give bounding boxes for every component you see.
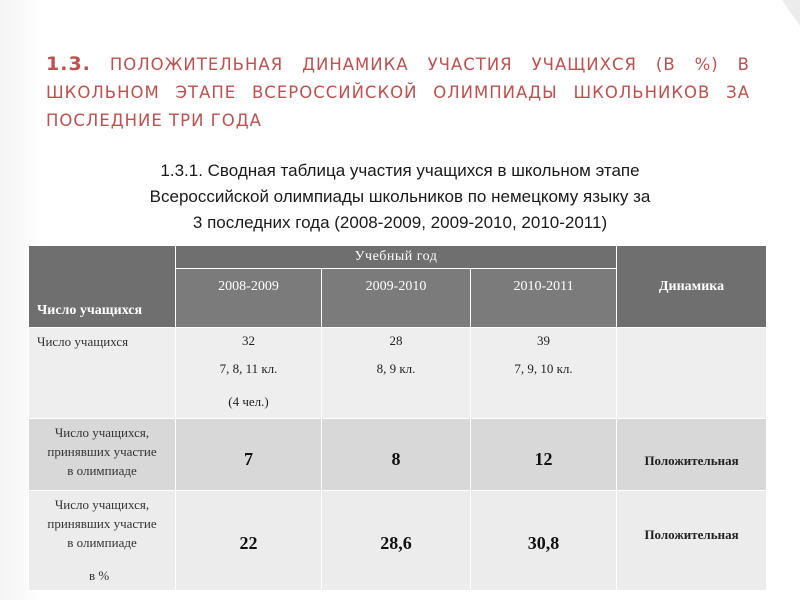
row-label xyxy=(29,491,176,591)
table-row xyxy=(29,491,767,591)
caption-line-1: 1.3.1. Сводная таблица участия учащихся в школьном этапе xyxy=(160,161,640,180)
cell-2008-2009 xyxy=(176,328,322,419)
table-row xyxy=(29,419,767,491)
count-value: 39 xyxy=(537,333,551,348)
table-caption xyxy=(40,158,760,236)
cell-2009-2010: 8 xyxy=(322,419,471,491)
header-year-2008: 2008-2009 xyxy=(176,269,322,328)
row-label: Число учащихся xyxy=(29,328,176,419)
cell-2010-2011: 30,8 xyxy=(471,491,617,591)
cell-2010-2011 xyxy=(471,328,617,419)
title-number: 1.3. xyxy=(46,53,91,75)
header-dynamics: Динамика xyxy=(617,246,767,328)
cell-2010-2011: 12 xyxy=(471,419,617,491)
caption-line-2: Всероссийской олимпиады школьников по немецкому языку за xyxy=(149,187,651,206)
grades-value: 8, 9 кл. xyxy=(376,361,416,376)
label-line: в олимпиаде xyxy=(67,535,137,550)
label-line: принявших участие xyxy=(47,444,157,459)
slide-title xyxy=(46,50,750,135)
label-percent: в % xyxy=(89,568,110,583)
participation-table xyxy=(28,245,767,591)
cell-dynamics xyxy=(617,328,767,419)
header-row-label: Число учащихся xyxy=(29,246,176,328)
caption-line-3: 3 последних года (2008-2009, 2009-2010, 2010-2011) xyxy=(192,213,608,232)
header-academic-year: Учебный год xyxy=(176,246,617,269)
right-decoration xyxy=(782,0,800,600)
note-value: (4 чел.) xyxy=(228,394,269,409)
cell-dynamics: Положительная xyxy=(617,419,767,491)
label-line: в олимпиаде xyxy=(67,463,137,478)
cell-dynamics: Положительная xyxy=(617,491,767,591)
title-text: ПОЛОЖИТЕЛЬНАЯ ДИНАМИКА УЧАСТИЯ УЧАЩИХСЯ (В %) В ШКОЛЬНОМ ЭТАПЕ ВСЕРОССИЙСКОЙ ОЛИМПИАДЫ ШКОЛЬНИКОВ ЗА ПОСЛЕДНИЕ ТРИ ГОДА xyxy=(46,55,751,130)
table-row xyxy=(29,328,767,419)
grades-value: 7, 8, 11 кл. xyxy=(219,361,278,376)
cell-2008-2009: 7 xyxy=(176,419,322,491)
count-value: 28 xyxy=(389,333,403,348)
label-line: Число учащихся, xyxy=(54,425,150,440)
cell-2008-2009: 22 xyxy=(176,491,322,591)
header-year-2010: 2010-2011 xyxy=(471,269,617,328)
header-year-2009: 2009-2010 xyxy=(322,269,471,328)
label-line: Число учащихся, xyxy=(54,497,150,512)
count-value: 32 xyxy=(242,333,255,348)
cell-2009-2010 xyxy=(322,328,471,419)
row-label xyxy=(29,419,176,491)
label-line: принявших участие xyxy=(47,516,157,531)
grades-value: 7, 9, 10 кл. xyxy=(514,361,573,376)
header-row xyxy=(29,246,767,269)
cell-2009-2010: 28,6 xyxy=(322,491,471,591)
